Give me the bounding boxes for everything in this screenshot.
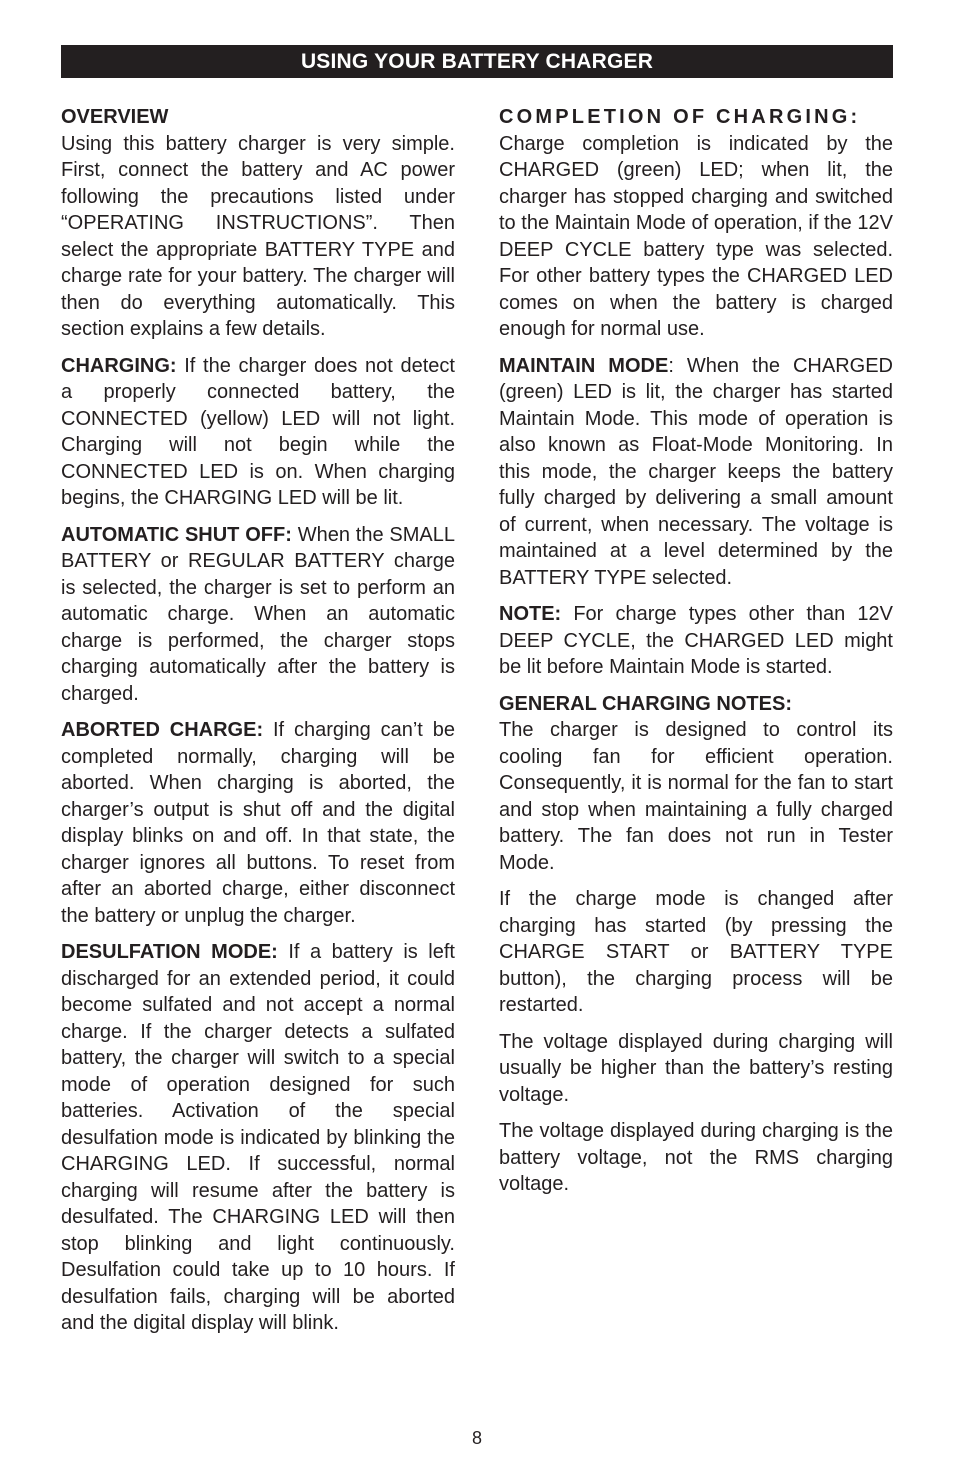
automatic-shut-off-heading: AUTOMATIC SHUT OFF: <box>61 523 292 546</box>
desulfation-mode-section <box>61 939 455 1337</box>
maintain-mode-heading: MAINTAIN MODE <box>499 354 669 377</box>
section-title-bar: USING YOUR BATTERY CHARGER <box>61 45 893 78</box>
note-section <box>499 601 893 681</box>
charging-section <box>61 353 455 512</box>
general-charging-notes-heading: GENERAL CHARGING NOTES: <box>499 692 792 715</box>
overview-section <box>61 104 455 343</box>
automatic-shut-off-section <box>61 522 455 708</box>
charge-mode-change-paragraph: If the charge mode is changed after charging has started (by pressing the CHARGE START or BATTERY TYPE button), the charging process will be restarted. <box>499 888 893 1016</box>
maintain-mode-text: : When the CHARGED (green) LED is lit, the charger has started Maintain Mode. This mode of operation is also known as Float-Mode Monitoring. In this mode, the charger keeps the battery fully charged by delivering a small amount of current, when necessary. The voltage is maintained at a level determined by the BATTERY TYPE selected. <box>499 354 893 589</box>
voltage-higher-paragraph: The voltage displayed during charging will usually be higher than the battery’s resting voltage. <box>499 1030 893 1106</box>
completion-of-charging-heading: COMPLETION OF CHARGING: <box>499 106 861 128</box>
automatic-shut-off-text: When the SMALL BATTERY or REGULAR BATTERY charge is selected, the charger is set to perform an automatic charge. When an automatic charge is performed, the charger stops charging automatically after the battery is charged. <box>61 523 456 705</box>
overview-heading: OVERVIEW <box>61 106 169 128</box>
charging-text: If the charger does not detect a properly connected battery, the CONNECTED (yellow) LED will not light. Charging will not begin while the CONNECTED LED is on. When charging begins, the CHARGING LED will be lit. <box>61 354 455 509</box>
aborted-charge-text: If charging can’t be completed normally, charging will be aborted. When charging is aborted, the charger’s output is shut off and the digital display blinks on and off. In that state, the charger ignores all buttons. To reset from after an aborted charge, either disconnect the battery or unplug the charger. <box>61 719 455 927</box>
aborted-charge-heading: ABORTED CHARGE: <box>61 719 264 741</box>
right-column <box>499 104 893 1208</box>
maintain-mode-section <box>499 353 893 592</box>
note-heading: NOTE: <box>499 603 562 625</box>
desulfation-mode-text: If a battery is left discharged for an extended period, it could become sulfated and not accept a normal charge. If the charger detects a sulfated battery, the charger will switch to a special mode of operation designed for such batteries. Activation of the special desulfation mode is indicated by blinking the CHARGING LED. If successful, normal charging will resume after the battery is desulfated. The CHARGING LED will then stop blinking and light continuously. Desulfation could take up to 10 hours. If desulfation fails, charging will be aborted and the digital display will blink. <box>61 941 455 1334</box>
overview-text: Using this battery charger is very simple. First, connect the battery and AC power following the precautions listed under “OPERATING INSTRUCTIONS”. Then select the appropriate BATTERY TYPE and charge rate for your battery. The charger will then do everything automatically. This section explains a few details. <box>61 132 455 340</box>
note-text: For charge types other than 12V DEEP CYCLE, the CHARGED LED might be lit before Maintain Mode is started. <box>499 603 893 678</box>
desulfation-mode-heading: DESULFATION MODE: <box>61 941 278 963</box>
charging-heading: CHARGING: <box>61 354 177 377</box>
general-charging-notes-section <box>499 691 893 877</box>
completion-of-charging-section <box>499 104 893 343</box>
completion-of-charging-text: Charge completion is indicated by the CHARGED (green) LED; when lit, the charger has stopped charging and switched to the Maintain Mode of operation, if the 12V DEEP CYCLE battery type was selected. For other battery types the CHARGED LED comes on when the battery is charged enough for normal use. <box>499 132 893 340</box>
aborted-charge-section <box>61 717 455 929</box>
page-number: 8 <box>471 1428 482 1448</box>
left-column <box>61 104 455 1347</box>
general-charging-notes-text: The charger is designed to control its cooling fan for efficient operation. Consequently, it is normal for the fan to start and stop when maintaining a fully charged battery. The fan does not run in Tester Mode. <box>499 719 893 874</box>
voltage-displayed-paragraph: The voltage displayed during charging is the battery voltage, not the RMS charging voltage. <box>499 1120 893 1195</box>
